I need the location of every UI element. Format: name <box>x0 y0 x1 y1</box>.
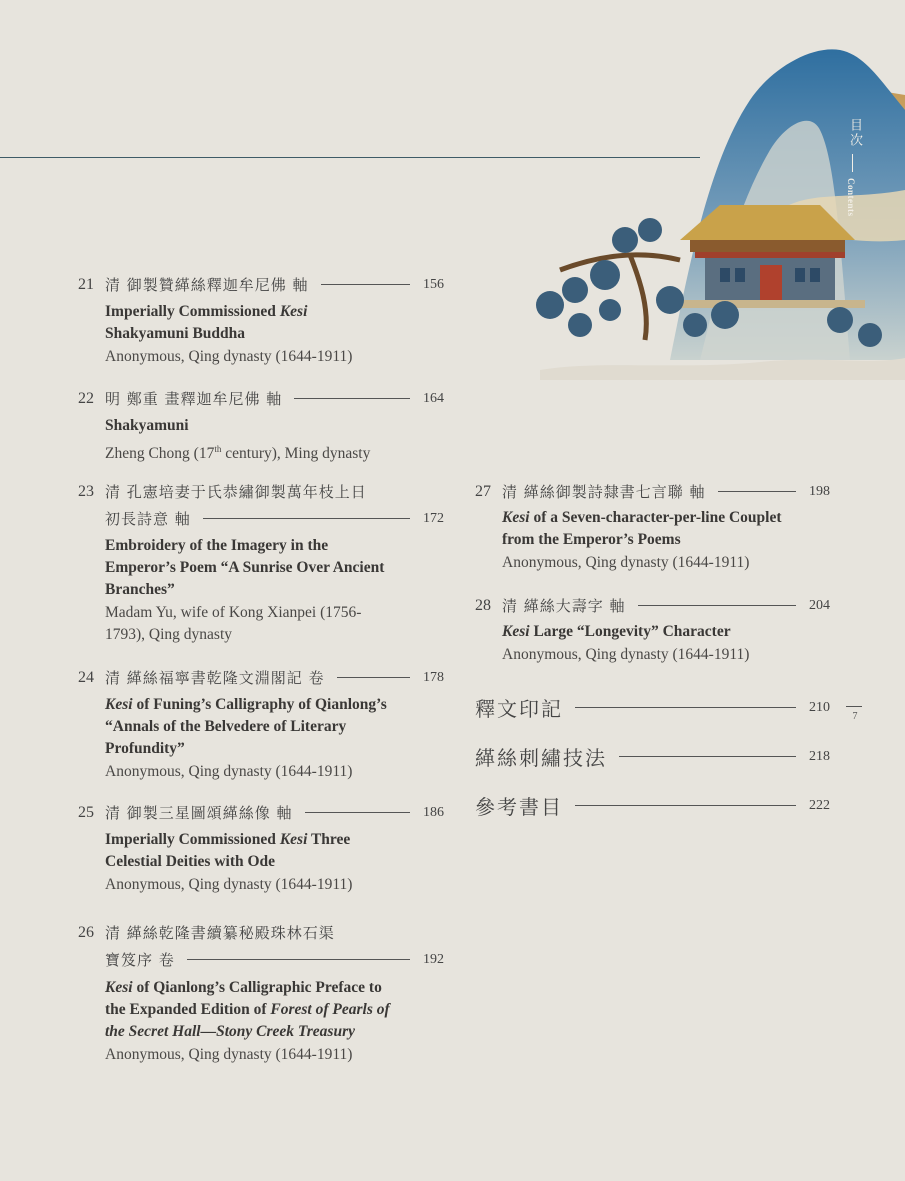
page-number: 164 <box>423 390 444 406</box>
toc-entry-21-header[interactable] <box>78 274 444 295</box>
page-number: 172 <box>423 510 444 526</box>
toc-entry-27-title: Kesi of a Seven-character-per-line Couplet from the Emperor’s Poems <box>502 509 782 548</box>
entry-chinese-title: 清 御製贊緙絲釋迦牟尼佛 軸 <box>105 276 309 294</box>
leader-line <box>294 398 410 399</box>
leader-line <box>718 491 796 492</box>
entry-chinese-title: 清 緙絲乾隆書續纂秘殿珠林石渠 <box>105 924 335 942</box>
folio-number: 7 <box>852 711 858 722</box>
entry-chinese-title: 清 緙絲大壽字 軸 <box>502 597 626 615</box>
toc-section-transcriptions[interactable] <box>475 693 830 722</box>
page-number: 198 <box>809 483 830 499</box>
toc-entry-23-desc: Madam Yu, wife of Kong Xianpei (1756-1793), Qing dynasty <box>105 604 362 643</box>
section-title: 緙絲刺繡技法 <box>475 746 607 770</box>
toc-entry-26-desc: Anonymous, Qing dynasty (1644-1911) <box>105 1046 353 1063</box>
leader-line <box>187 959 410 960</box>
leader-line <box>575 805 796 806</box>
entry-number: 24 <box>78 668 94 686</box>
entry-number: 25 <box>78 803 94 821</box>
folio-bar <box>846 706 862 707</box>
toc-entry-21-title: Imperially Commissioned Kesi Shakyamuni Buddha <box>105 303 308 342</box>
toc-entry-24-header[interactable] <box>78 667 444 688</box>
section-side-label <box>846 118 866 217</box>
toc-entry-28-desc: Anonymous, Qing dynasty (1644-1911) <box>502 646 750 663</box>
page-number: 178 <box>423 669 444 685</box>
toc-entry-24-desc: Anonymous, Qing dynasty (1644-1911) <box>105 763 353 780</box>
leader-line <box>203 518 410 519</box>
toc-entry-23-header-cont[interactable] <box>105 508 444 529</box>
entry-chinese-title-cont: 初長詩意 軸 <box>105 510 191 528</box>
entry-number: 28 <box>475 596 491 614</box>
leader-line <box>337 677 410 678</box>
entry-number: 27 <box>475 482 491 500</box>
toc-entry-28-title: Kesi Large “Longevity” Character <box>502 623 731 640</box>
entry-chinese-title: 明 鄭重 畫釋迦牟尼佛 軸 <box>105 390 283 408</box>
page-number: 204 <box>809 597 830 613</box>
entry-chinese-title: 清 御製三星圖頌緙絲像 軸 <box>105 804 293 822</box>
toc-entry-27-desc: Anonymous, Qing dynasty (1644-1911) <box>502 554 750 571</box>
toc-entry-25-desc: Anonymous, Qing dynasty (1644-1911) <box>105 876 353 893</box>
leader-line <box>321 284 410 285</box>
page-number: 156 <box>423 276 444 292</box>
toc-entry-22-desc: Zheng Chong (17th century), Ming dynasty <box>105 444 371 463</box>
side-label-chinese: 目次 <box>848 118 863 148</box>
page-folio <box>848 706 862 722</box>
toc-entry-25-title: Imperially Commissioned Kesi Three Celestial Deities with Ode <box>105 831 351 870</box>
toc-section-techniques[interactable] <box>475 742 830 771</box>
toc-entry-26-header[interactable] <box>78 922 444 943</box>
page-number: 192 <box>423 951 444 967</box>
entry-chinese-title: 清 緙絲福寧書乾隆文淵閣記 卷 <box>105 669 325 687</box>
section-title: 釋文印記 <box>475 697 563 721</box>
page-number: 218 <box>809 748 830 764</box>
toc-section-bibliography[interactable] <box>475 791 830 820</box>
section-title: 參考書目 <box>475 795 563 819</box>
entry-chinese-title: 清 孔憲培妻于氏恭繡御製萬年枝上日 <box>105 483 367 501</box>
page-number: 186 <box>423 804 444 820</box>
toc-entry-23-title: Embroidery of the Imagery in the Emperor’s Poem “A Sunrise Over Ancient Branches” <box>105 537 385 598</box>
side-label-divider <box>852 154 853 172</box>
toc-entry-28-header[interactable] <box>475 595 830 616</box>
toc-entry-26-title: Kesi of Qianlong’s Calligraphic Preface to the Expanded Edition of Forest of Pearls of the Secret Hall—Stony Creek Treasury <box>105 979 390 1040</box>
entry-chinese-title-cont: 寶笈序 卷 <box>105 951 175 969</box>
leader-line <box>619 756 796 757</box>
toc-entry-25-header[interactable] <box>78 802 444 823</box>
entry-number: 22 <box>78 389 94 407</box>
page-number: 210 <box>809 699 830 715</box>
side-label-english: Contents <box>846 178 856 217</box>
leader-line <box>575 707 796 708</box>
toc-entry-26-header-cont[interactable] <box>105 949 444 970</box>
entry-chinese-title: 清 緙絲御製詩隸書七言聯 軸 <box>502 483 706 501</box>
entry-number: 26 <box>78 923 94 941</box>
toc-entry-27-header[interactable] <box>475 481 830 502</box>
toc-entry-22-header[interactable] <box>78 388 444 409</box>
toc-entry-23-header[interactable] <box>78 481 444 502</box>
toc-entry-21-desc: Anonymous, Qing dynasty (1644-1911) <box>105 348 353 365</box>
toc-entry-22-title: Shakyamuni <box>105 417 189 434</box>
toc-entry-24-title: Kesi of Funing’s Calligraphy of Qianlong’s “Annals of the Belvedere of Literary Profundity” <box>105 696 387 757</box>
leader-line <box>638 605 796 606</box>
leader-line <box>305 812 410 813</box>
entry-number: 23 <box>78 482 94 500</box>
page-number: 222 <box>809 797 830 813</box>
entry-number: 21 <box>78 275 94 293</box>
